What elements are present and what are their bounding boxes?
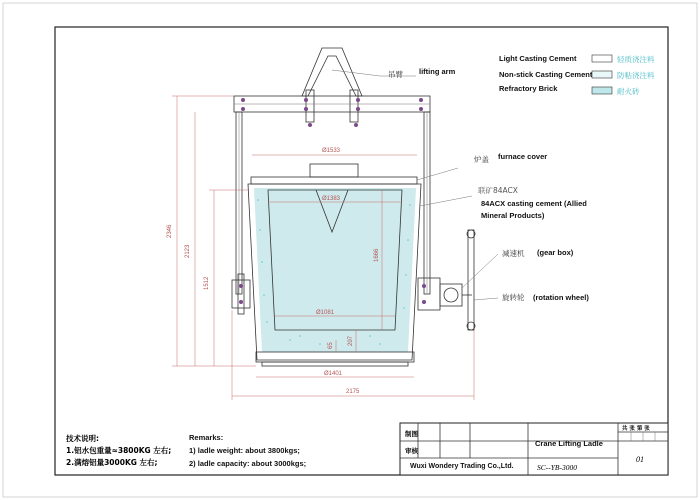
legend-swatch-brick [592,87,612,94]
tech-notes-title: 技术说明: [66,434,99,443]
title-company: Wuxi Wondery Trading Co.,Ltd. [410,463,514,470]
dim-shell-height: 1512 [204,276,210,290]
callout-gearbox-cn: 减速机 [502,249,525,258]
remarks-line2: 2) ladle capacity: about 3000kgs; [189,459,307,468]
legend-item-2-en: Non-stick Casting Cement [499,70,593,79]
dim-bottom-65: 65 [328,342,334,349]
tech-notes-line2: 2.满熔铝量3000KG 左右; [66,458,158,467]
title-sheet-no: 01 [636,455,644,464]
callouts [388,67,589,302]
callout-cement-en-2: Mineral Products) [481,211,545,220]
ladle-body [248,164,421,366]
title-model: SC--YB-3000 [537,463,577,472]
dim-bottom-inner-diameter: Ø1081 [316,310,335,316]
callout-wheel-cn: 旋转轮 [502,293,525,302]
callout-furnace-cover-cn: 炉盖 [474,155,489,164]
remarks-title: Remarks: [189,433,224,442]
dim-inner-diameter: Ø1383 [322,196,341,202]
title-block [400,423,668,475]
legend-swatch-nonstick [592,71,612,78]
legend-item-1-cn: 轻质浇注料 [617,55,655,64]
rotation-wheel [462,230,475,330]
dim-base-diameter: Ø1401 [324,371,343,377]
legend-swatch-light-cement [592,55,612,62]
legend-item-3-en: Refractory Brick [499,84,558,93]
dim-total-width: 2175 [346,389,360,395]
callout-wheel-en: (rotation wheel) [533,293,589,302]
remarks-line1: 1) ladle weight: about 3800kgs; [189,446,300,455]
callout-furnace-cover-en: furnace cover [498,152,548,161]
furnace-cover [251,177,417,184]
callout-lifting-arm-en: lifting arm [419,67,456,76]
legend [499,54,655,96]
title-sheet-header: 共 张 第 张 [622,426,650,432]
title-label-drawn: 制图 [405,430,418,438]
dim-bottom-207: 207 [348,335,354,346]
tech-notes-line1: 1.铝水包重量≈3800KG 左右; [66,446,172,455]
legend-item-1-en: Light Casting Cement [499,54,577,63]
callout-cement-cn: 联矿84ACX [478,186,518,195]
tech-notes [65,433,171,467]
dim-body-height: 2123 [185,244,191,258]
dim-cavity-height: 1666 [374,248,380,262]
legend-item-2-cn: 防粘浇注料 [617,71,655,80]
dim-top-diameter: Ø1533 [322,148,341,154]
remarks [189,433,306,468]
title-product: Crane Lifting Ladle [535,439,603,448]
callout-cement-en-1: 84ACX casting cement (Allied [481,199,587,208]
callout-gearbox-en: (gear box) [537,248,574,257]
callout-lifting-arm-cn: 吊臂 [388,70,403,79]
legend-item-3-cn: 耐火砖 [617,87,640,96]
title-label-checked: 审核 [405,447,418,455]
dim-total-height: 2346 [167,224,173,238]
